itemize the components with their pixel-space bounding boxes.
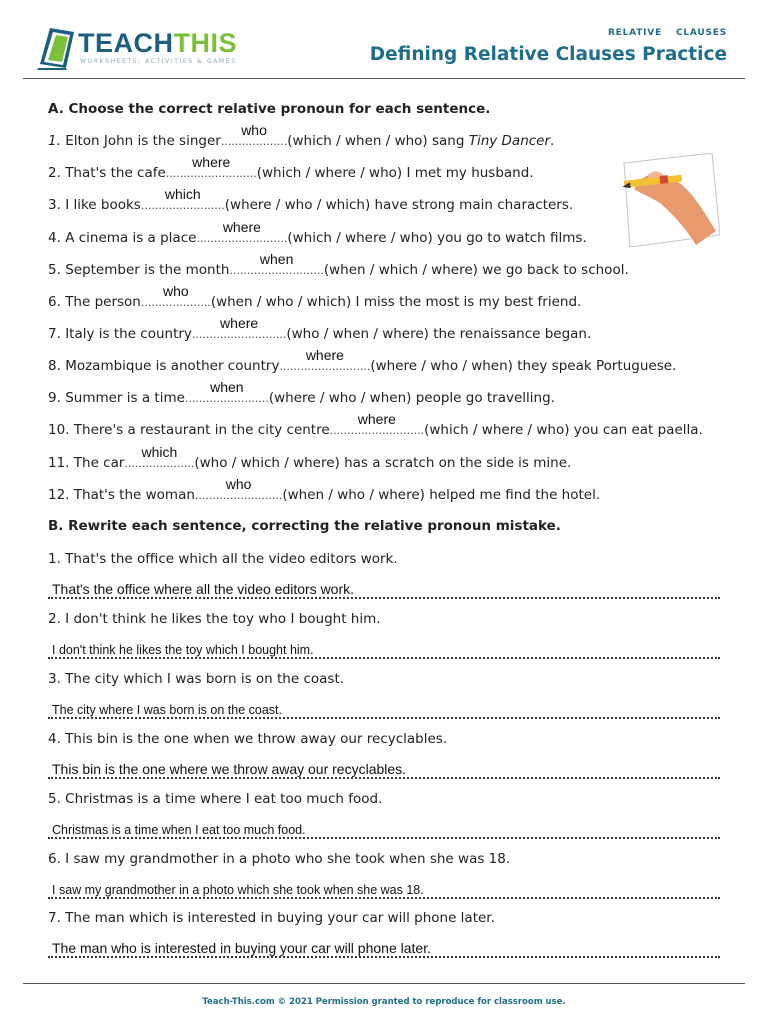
answer-dots: ....................	[124, 457, 195, 470]
answer-dots: ...........................	[191, 328, 287, 341]
question-b-3: 3. The city which I was born is on the coast.	[48, 671, 345, 687]
question-a-7	[48, 315, 592, 342]
answer-blank[interactable]	[194, 476, 283, 502]
handwritten-answer: who	[163, 283, 189, 299]
answer-blank[interactable]	[220, 122, 288, 148]
section-a-heading: A. Choose the correct relative pronoun for each sentence.	[48, 101, 491, 117]
question-a-8	[48, 347, 677, 374]
question-stem: The person	[65, 294, 141, 310]
answer-blank[interactable]	[279, 347, 371, 373]
question-stem: The car	[73, 455, 125, 471]
question-b-4: 4. This bin is the one when we throw away our recyclables.	[48, 731, 448, 747]
answer-dots: ....................	[140, 296, 211, 309]
question-a-12	[48, 476, 601, 503]
question-options: (which / where / who) I met my husband.	[256, 165, 534, 181]
question-stem: Mozambique is another country	[65, 358, 280, 374]
handwritten-answer: where	[222, 219, 261, 235]
question-number: 3.	[48, 197, 61, 213]
handwritten-answer: This bin is the one where we throw away our recyclables.	[52, 761, 407, 777]
question-a-5	[48, 251, 629, 278]
header-divider	[23, 78, 745, 79]
logo-word-teach: TEACH	[78, 28, 174, 58]
answer-blank[interactable]	[196, 219, 288, 245]
question-options: (who / when / where) the renaissance began.	[286, 326, 592, 342]
answer-line[interactable]	[48, 819, 720, 839]
question-options: (who / which / where) has a scratch on the side is mine.	[194, 455, 572, 471]
answer-blank[interactable]	[184, 379, 269, 405]
question-number: 9.	[48, 390, 61, 406]
question-stem: September is the month	[65, 262, 230, 278]
question-number: 4.	[48, 230, 61, 246]
question-a-2	[48, 154, 534, 181]
question-stem: A cinema is a place	[65, 230, 197, 246]
handwritten-answer: I don't think he likes the toy which I bought him.	[52, 643, 314, 657]
answer-dots: ...........................	[229, 264, 324, 277]
page-title: Defining Relative Clauses Practice	[369, 44, 727, 65]
question-b-6: 6. I saw my grandmother in a photo who she took when she was 18.	[48, 851, 511, 867]
question-options: (which / when / who) sang	[287, 133, 469, 149]
question-options: (which / where / who) you go to watch films.	[287, 230, 587, 246]
logo-word-this: THIS	[173, 28, 238, 58]
question-stem: That's the cafe	[65, 165, 166, 181]
question-number: 1.	[48, 133, 61, 149]
question-options: (when / who / where) helped me find the hotel.	[282, 487, 601, 503]
answer-dots: .........................	[194, 489, 283, 502]
handwritten-answer: where	[305, 347, 344, 363]
question-a-3	[48, 186, 574, 213]
handwritten-answer: which	[164, 186, 201, 202]
question-a-6	[48, 283, 582, 310]
answer-line[interactable]	[48, 639, 720, 659]
question-a-4	[48, 219, 587, 246]
handwritten-answer: I saw my grandmother in a photo which she took when she was 18.	[52, 883, 424, 897]
answer-blank[interactable]	[329, 411, 425, 437]
answer-line[interactable]	[48, 938, 720, 958]
question-options: (when / who / which) I miss the most is my best friend.	[210, 294, 582, 310]
question-b-2: 2. I don't think he likes the toy who I bought him.	[48, 611, 381, 627]
question-number: 2.	[48, 165, 61, 181]
answer-dots: ...........................	[329, 424, 425, 437]
handwritten-answer: when	[259, 251, 294, 267]
answer-dots: ..........................	[279, 360, 371, 373]
question-number: 11.	[48, 455, 70, 471]
answer-blank[interactable]	[124, 444, 195, 470]
question-b-5: 5. Christmas is a time where I eat too much food.	[48, 791, 383, 807]
answer-blank[interactable]	[165, 154, 257, 180]
handwritten-answer: That's the office where all the video editors work.	[52, 581, 355, 597]
answer-blank[interactable]	[140, 283, 211, 309]
song-title: Tiny Dancer	[468, 133, 551, 149]
footer-copyright: Teach-This.com © 2021 Permission granted to reproduce for classroom use.	[202, 997, 566, 1007]
question-b-1: 1. That's the office which all the video editors work.	[48, 551, 398, 567]
question-b-7: 7. The man which is interested in buying your car will phone later.	[48, 910, 495, 926]
question-number: 7.	[48, 326, 61, 342]
question-stem: I like books	[65, 197, 141, 213]
section-b-heading: B. Rewrite each sentence, correcting the relative pronoun mistake.	[48, 518, 561, 534]
question-number: 8.	[48, 358, 61, 374]
logo-tagline: WORKSHEETS, ACTIVITIES & GAMES	[80, 58, 237, 65]
question-tail: .	[550, 133, 555, 149]
handwritten-answer: who	[225, 476, 252, 492]
answer-dots: ........................	[140, 199, 225, 212]
question-stem: Summer is a time	[65, 390, 185, 406]
handwritten-answer: where	[192, 154, 231, 170]
question-options: (when / which / where) we go back to school.	[323, 262, 629, 278]
answer-blank[interactable]	[191, 315, 287, 341]
answer-line[interactable]	[48, 759, 720, 779]
hand-writing-illustration	[620, 153, 720, 247]
question-number: 12.	[48, 487, 70, 503]
answer-dots: ..........................	[196, 232, 288, 245]
handwritten-answer: The man who is interested in buying your car will phone later.	[52, 940, 431, 956]
question-stem: Elton John is the singer	[65, 133, 221, 149]
answer-dots: ........................	[184, 392, 269, 405]
answer-dots: ...................	[220, 135, 288, 148]
handwritten-answer: who	[241, 122, 267, 138]
handwritten-answer: Christmas is a time when I eat too much food.	[52, 823, 306, 837]
question-options: (which / where / who) you can eat paella.	[424, 422, 703, 438]
answer-blank[interactable]	[229, 251, 324, 277]
question-a-9	[48, 379, 555, 406]
question-a-11	[48, 444, 572, 471]
question-stem: That's the woman	[73, 487, 195, 503]
answer-line[interactable]	[48, 699, 720, 719]
topic-label: RELATIVE CLAUSES	[607, 28, 727, 38]
handwritten-answer: where	[357, 411, 396, 427]
question-options: (where / who / which) have strong main characters.	[224, 197, 574, 213]
handwritten-answer: which	[141, 444, 178, 460]
question-number: 6.	[48, 294, 61, 310]
handwritten-answer: when	[210, 379, 244, 395]
question-a-10	[48, 411, 703, 438]
question-number: 5.	[48, 262, 61, 278]
question-stem: Italy is the country	[65, 326, 192, 342]
answer-blank[interactable]	[140, 186, 225, 212]
handwritten-answer: where	[220, 315, 259, 331]
answer-line[interactable]	[48, 879, 720, 899]
answer-line[interactable]	[48, 579, 720, 599]
question-stem: There's a restaurant in the city centre	[73, 422, 330, 438]
answer-dots: ..........................	[165, 167, 257, 180]
logo-wordmark	[78, 28, 237, 59]
question-options: (where / who / when) they speak Portuguese.	[370, 358, 677, 374]
question-a-1	[48, 122, 555, 149]
question-number: 10.	[48, 422, 70, 438]
question-options: (where / who / when) people go travelling.	[268, 390, 555, 406]
handwritten-answer: The city where I was born is on the coast.	[52, 703, 282, 717]
footer-divider	[23, 983, 745, 984]
